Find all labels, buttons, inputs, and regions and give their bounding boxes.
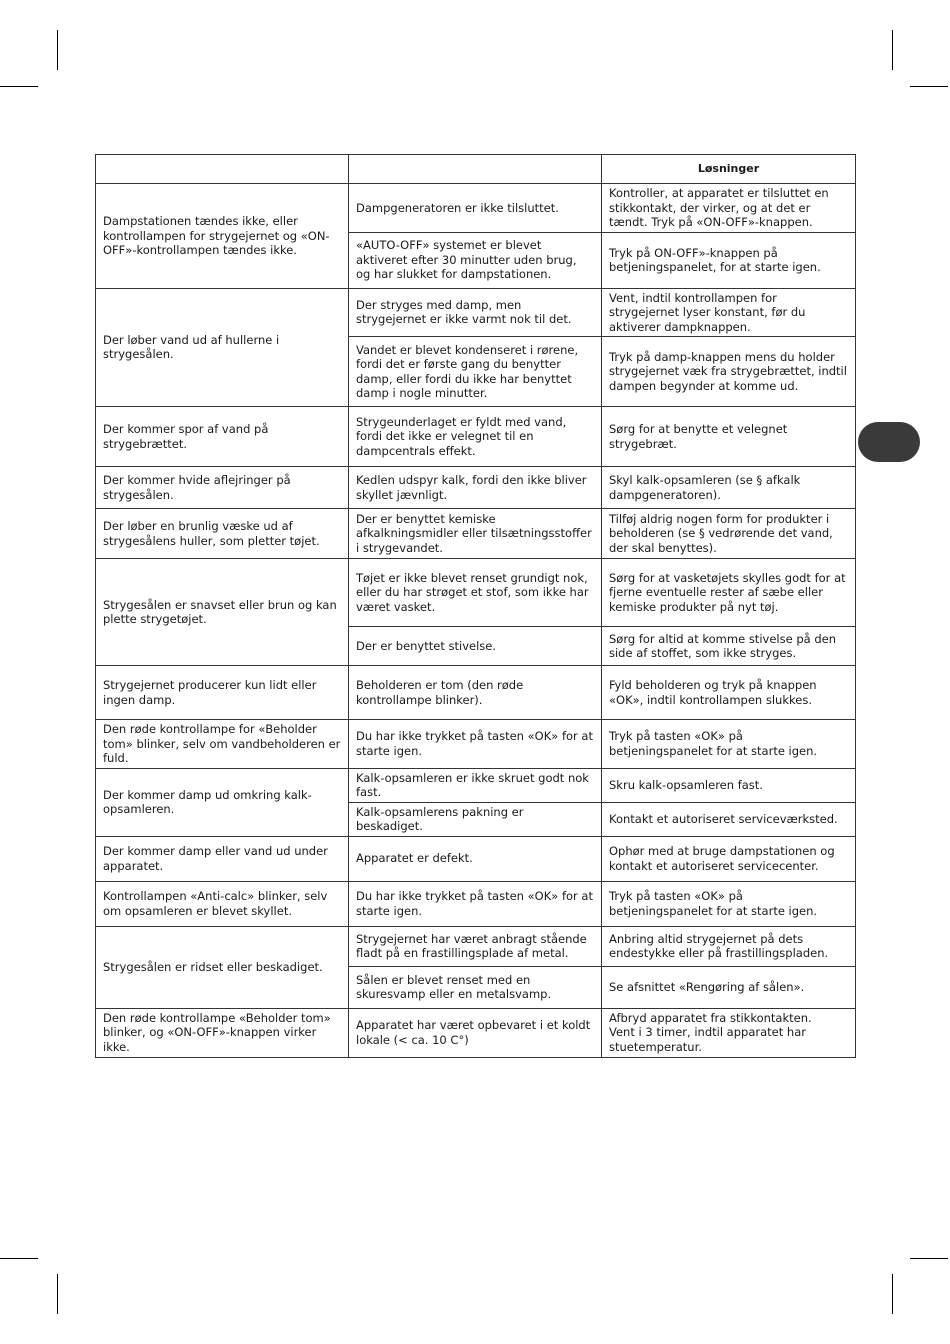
crop-mark-top-left-vertical — [57, 30, 58, 70]
solution-cell: Afbryd apparatet fra stikkontakten. Vent i 3 timer, indtil apparatet har stuetemperatur. — [602, 1008, 856, 1057]
solution-cell: Sørg for at benytte et velegnet strygebræt. — [602, 407, 856, 467]
solution-cell: Ophør med at bruge dampstationen og kontakt et autoriseret servicecenter. — [602, 836, 856, 881]
solution-cell: Anbring altid strygejernet på dets endestykke eller på frastillingspladen. — [602, 926, 856, 966]
cause-cell: Beholderen er tom (den røde kontrollampe blinker). — [349, 666, 602, 720]
crop-mark-bottom-right-horizontal — [910, 1258, 948, 1259]
cause-cell: Der er benyttet kemiske afkalkningsmidler eller tilsætningsstoffer i strygevandet. — [349, 509, 602, 559]
cause-cell: Strygeunderlaget er fyldt med vand, fordi det ikke er velegnet til en dampcentrals effekt. — [349, 407, 602, 467]
cause-cell: Der er benyttet stivelse. — [349, 627, 602, 666]
problem-cell: Der kommer spor af vand på strygebrættet. — [96, 407, 349, 467]
language-tab — [858, 422, 920, 462]
table-row — [96, 407, 856, 467]
table-header-row — [96, 155, 856, 184]
cause-cell: Strygejernet har været anbragt stående fladt på en frastillingsplade af metal. — [349, 926, 602, 966]
solution-cell: Kontroller, at apparatet er tilsluttet en stikkontakt, der virker, og at det er tændt. Tryk på «ON-OFF»-knappen. — [602, 184, 856, 233]
cause-cell: Kedlen udspyr kalk, fordi den ikke bliver skyllet jævnligt. — [349, 467, 602, 509]
cause-cell: Dampgeneratoren er ikke tilsluttet. — [349, 184, 602, 233]
solution-cell: Tryk på tasten «OK» på betjeningspanelet for at starte igen. — [602, 881, 856, 926]
crop-mark-top-left-horizontal — [0, 86, 38, 87]
crop-mark-bottom-left-horizontal — [0, 1258, 38, 1259]
table-row — [96, 1008, 856, 1057]
problem-cell: Strygejernet producerer kun lidt eller ingen damp. — [96, 666, 349, 720]
solution-cell: Tilføj aldrig nogen form for produkter i beholderen (se § vedrørende det vand, der skal benyttes). — [602, 509, 856, 559]
solution-cell: Sørg for altid at komme stivelse på den side af stoffet, som ikke stryges. — [602, 627, 856, 666]
cause-cell: Kalk-opsamlerens pakning er beskadiget. — [349, 802, 602, 836]
problem-cell: Den røde kontrollampe for «Beholder tom» blinker, selv om vandbeholderen er fuld. — [96, 720, 349, 769]
header-cause — [349, 155, 602, 184]
table-row — [96, 467, 856, 509]
solution-cell: Sørg for at vasketøjets skylles godt for at fjerne eventuelle rester af sæbe eller kemiske produkter på nyt tøj. — [602, 559, 856, 627]
problem-cell: Der løber vand ud af hullerne i strygesålen. — [96, 288, 349, 407]
problem-cell: Strygesålen er snavset eller brun og kan plette strygetøjet. — [96, 559, 349, 666]
cause-cell: «AUTO-OFF» systemet er blevet aktiveret efter 30 minutter uden brug, og har slukket for dampstationen. — [349, 232, 602, 288]
cause-cell: Kalk-opsamleren er ikke skruet godt nok fast. — [349, 768, 602, 802]
solution-cell: Vent, indtil kontrollampen for strygejernet lyser konstant, før du aktiverer dampknappen. — [602, 288, 856, 337]
solution-cell: Tryk på ON-OFF»-knappen på betjeningspanelet, for at starte igen. — [602, 232, 856, 288]
table-row — [96, 720, 856, 769]
troubleshooting-table — [95, 154, 856, 1058]
crop-mark-top-right-horizontal — [910, 86, 948, 87]
solution-cell: Kontakt et autoriseret serviceværksted. — [602, 802, 856, 836]
cause-cell: Sålen er blevet renset med en skuresvamp eller en metalsvamp. — [349, 966, 602, 1008]
cause-cell: Du har ikke trykket på tasten «OK» for at starte igen. — [349, 881, 602, 926]
problem-cell: Dampstationen tændes ikke, eller kontrollampen for strygejernet og «ON-OFF»-kontrollampen tændes ikke. — [96, 184, 349, 289]
cause-cell: Du har ikke trykket på tasten «OK» for at starte igen. — [349, 720, 602, 769]
solution-cell: Skru kalk-opsamleren fast. — [602, 768, 856, 802]
table-row — [96, 666, 856, 720]
table-row — [96, 184, 856, 233]
solution-cell: Fyld beholderen og tryk på knappen «OK», indtil kontrollampen slukkes. — [602, 666, 856, 720]
header-problem — [96, 155, 349, 184]
header-solutions: Løsninger — [602, 155, 856, 184]
solution-cell: Tryk på damp-knappen mens du holder strygejernet væk fra strygebrættet, indtil dampen begynder at komme ud. — [602, 337, 856, 407]
problem-cell: Der kommer damp eller vand ud under apparatet. — [96, 836, 349, 881]
table-row — [96, 881, 856, 926]
table-body — [96, 184, 856, 1058]
problem-cell: Kontrollampen «Anti-calc» blinker, selv om opsamleren er blevet skyllet. — [96, 881, 349, 926]
problem-cell: Der kommer hvide aflejringer på strygesålen. — [96, 467, 349, 509]
table-row — [96, 288, 856, 337]
problem-cell: Der løber en brunlig væske ud af strygesålens huller, som pletter tøjet. — [96, 509, 349, 559]
cause-cell: Apparatet har været opbevaret i et koldt lokale (< ca. 10 C°) — [349, 1008, 602, 1057]
solution-cell: Tryk på tasten «OK» på betjeningspanelet for at starte igen. — [602, 720, 856, 769]
problem-cell: Strygesålen er ridset eller beskadiget. — [96, 926, 349, 1008]
cause-cell: Vandet er blevet kondenseret i rørene, fordi det er første gang du benytter damp, eller fordi du ikke har benyttet damp i nogle minutter. — [349, 337, 602, 407]
table-row — [96, 509, 856, 559]
cause-cell: Apparatet er defekt. — [349, 836, 602, 881]
problem-cell: Der kommer damp ud omkring kalk-opsamleren. — [96, 768, 349, 836]
crop-mark-bottom-right-vertical — [892, 1274, 893, 1314]
cause-cell: Tøjet er ikke blevet renset grundigt nok, eller du har strøget et stof, som ikke har været vasket. — [349, 559, 602, 627]
solution-cell: Skyl kalk-opsamleren (se § afkalk dampgeneratoren). — [602, 467, 856, 509]
solution-cell: Se afsnittet «Rengøring af sålen». — [602, 966, 856, 1008]
table-row — [96, 836, 856, 881]
problem-cell: Den røde kontrollampe «Beholder tom» blinker, og «ON-OFF»-knappen virker ikke. — [96, 1008, 349, 1057]
cause-cell: Der stryges med damp, men strygejernet er ikke varmt nok til det. — [349, 288, 602, 337]
crop-mark-top-right-vertical — [892, 30, 893, 70]
table-row — [96, 768, 856, 802]
table-row — [96, 559, 856, 627]
crop-mark-bottom-left-vertical — [57, 1274, 58, 1314]
table-row — [96, 926, 856, 966]
